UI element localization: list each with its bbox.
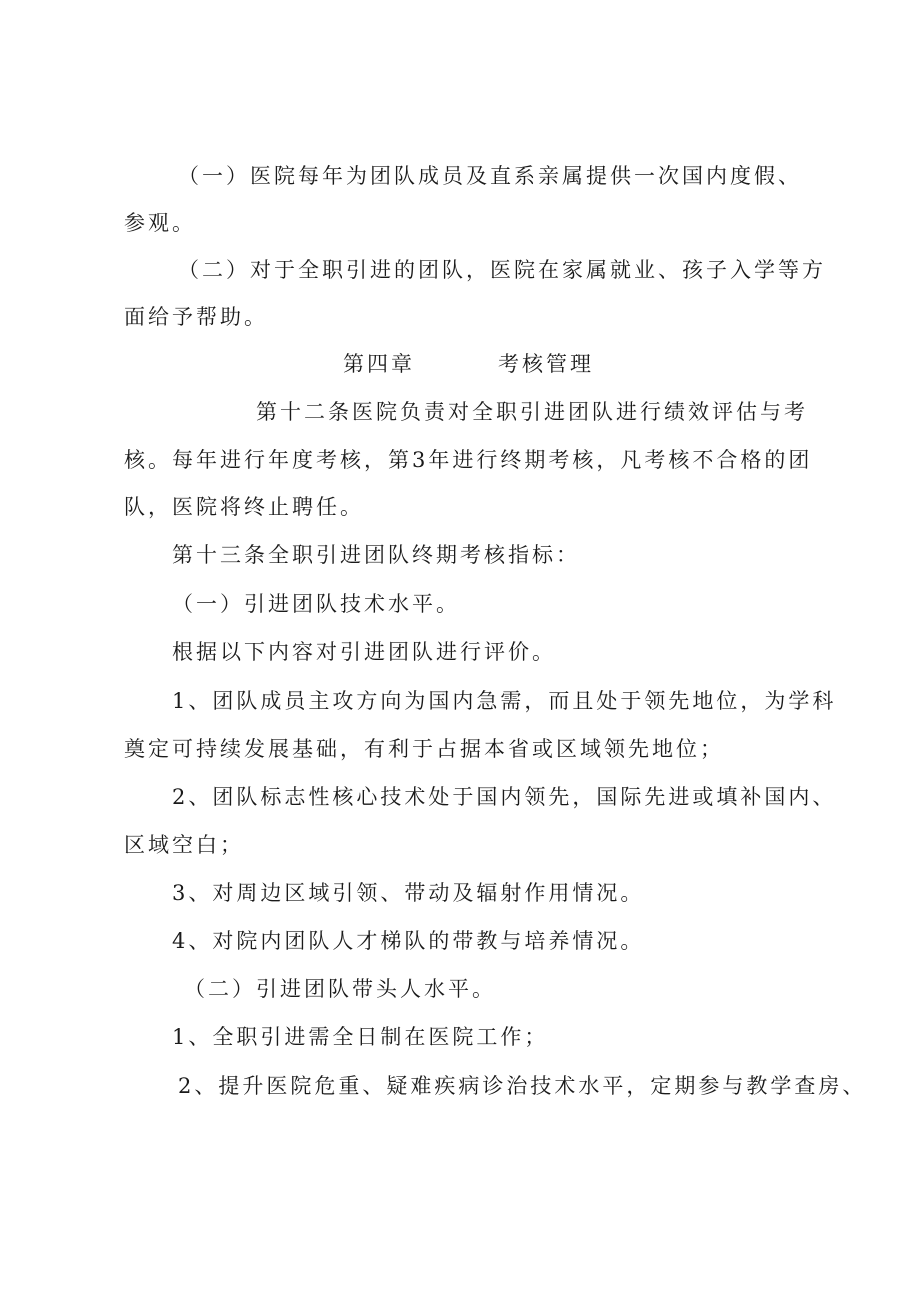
- paragraph-line: 奠定可持续发展基础，有利于占据本省或区域领先地位；: [124, 737, 724, 761]
- paragraph-line: 参观。: [124, 211, 196, 235]
- list-item: 4、对院内团队人才梯队的带教与培养情况。: [172, 929, 645, 953]
- paragraph-line: 面给予帮助。: [124, 305, 268, 329]
- paragraph-line: 第十二条医院负责对全职引进团队进行绩效评估与考: [256, 400, 808, 424]
- paragraph-line: 根据以下内容对引进团队进行评价。: [172, 640, 556, 664]
- list-item: 2、团队标志性核心技术处于国内领先，国际先进或填补国内、: [172, 785, 837, 809]
- list-item: 3、对周边区域引领、带动及辐射作用情况。: [172, 881, 645, 905]
- paragraph-line: 区域空白；: [124, 833, 244, 857]
- paragraph-line: （二）引进团队带头人水平。: [184, 977, 496, 1001]
- list-item: 1、全职引进需全日制在医院工作；: [172, 1025, 549, 1049]
- paragraph-line: （二）对于全职引进的团队，医院在家属就业、孩子入学等方: [178, 258, 826, 282]
- paragraph-line: （一）医院每年为团队成员及直系亲属提供一次国内度假、: [178, 164, 802, 188]
- paragraph-line: （一）引进团队技术水平。: [172, 592, 460, 616]
- paragraph-line: 核。每年进行年度考核，第3年进行终期考核，凡考核不合格的团: [124, 448, 813, 472]
- paragraph-line: 队，医院将终止聘任。: [124, 495, 364, 519]
- list-item: 1、团队成员主攻方向为国内急需，而且处于领先地位，为学科: [172, 689, 837, 713]
- paragraph-line: 第十三条全职引进团队终期考核指标：: [172, 543, 580, 567]
- chapter-number: 第四章: [343, 352, 415, 376]
- chapter-title: 考核管理: [498, 352, 594, 376]
- list-item: 2、提升医院危重、疑难疾病诊治技术水平，定期参与教学查房、: [178, 1074, 867, 1098]
